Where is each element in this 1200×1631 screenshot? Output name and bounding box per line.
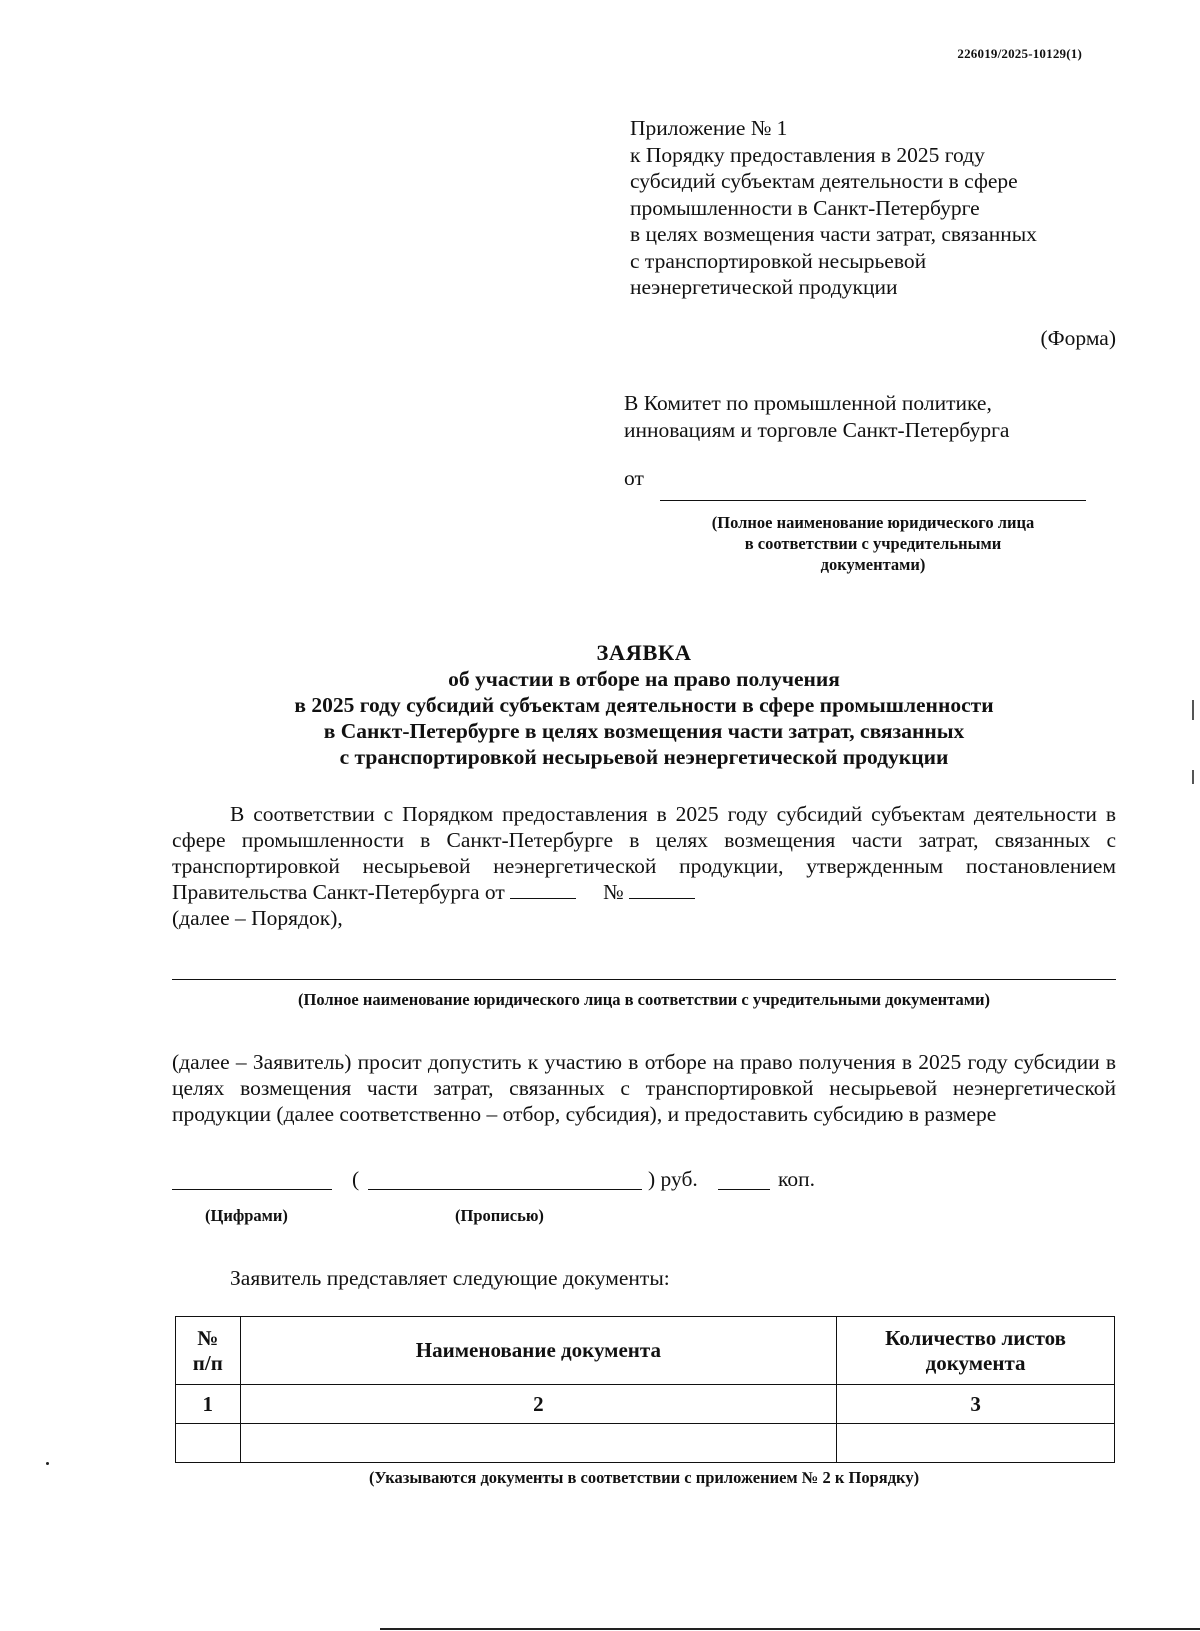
number-fill-line[interactable] <box>629 880 695 899</box>
header-number-line-2: п/п <box>192 1350 223 1375</box>
amount-row <box>172 1167 1116 1197</box>
appendix-line: промышленности в Санкт-Петербурге <box>630 195 980 220</box>
date-fill-line[interactable] <box>510 880 576 899</box>
from-hint-line: в соответствии с учредительными <box>744 534 1002 553</box>
header-count-line-1: Количество листов <box>885 1325 1067 1350</box>
column-number-cell: 3 <box>837 1385 1115 1424</box>
header-sheet-count <box>837 1317 1115 1385</box>
amount-kop-label: коп. <box>778 1167 815 1191</box>
appendix-line: в целях возмещения части затрат, связанных <box>630 222 1037 246</box>
digits-caption: (Цифрами) <box>205 1206 288 1225</box>
scan-speck <box>46 1462 49 1465</box>
addressee-line-1: В Комитет по промышленной политике, <box>624 391 992 415</box>
title-line: в Санкт-Петербурге в целях возмещения части затрат, связанных <box>323 719 965 743</box>
from-hint-line: документами) <box>820 555 926 574</box>
docs-intro: Заявитель представляет следующие документы: <box>230 1266 670 1290</box>
amount-rub-label: ) руб. <box>648 1167 698 1191</box>
words-caption: (Прописью) <box>455 1206 544 1225</box>
from-label: от <box>624 466 644 490</box>
form-label: (Форма) <box>1040 326 1116 350</box>
from-fill-line[interactable] <box>660 500 1086 501</box>
empty-cell[interactable] <box>837 1424 1115 1463</box>
appendix-line: неэнергетической продукции <box>630 275 898 299</box>
paragraph-1 <box>172 801 1116 931</box>
table-header-row <box>176 1317 1115 1385</box>
from-hint-line: (Полное наименование юридического лица <box>711 513 1035 532</box>
empty-cell[interactable] <box>240 1424 837 1463</box>
table-row <box>176 1424 1115 1463</box>
paragraph-1-tail: (далее – Порядок), <box>172 906 343 930</box>
title-main: ЗАЯВКА <box>596 640 692 665</box>
scan-edge-mark <box>1192 700 1194 720</box>
amount-kop-line[interactable] <box>718 1189 770 1190</box>
applicant-hint: (Полное наименование юридического лица в соответствии с учредительными документами) <box>298 990 990 1009</box>
header-count-line-2: документа <box>925 1350 1026 1375</box>
appendix-line: с транспортировкой несырьевой <box>630 248 927 273</box>
appendix-line: субсидий субъектам деятельности в сфере <box>630 169 1018 193</box>
documents-table <box>175 1316 1115 1463</box>
column-number-cell: 2 <box>240 1385 837 1424</box>
document-title <box>0 640 1200 770</box>
document-id: 226019/2025-10129(1) <box>957 46 1082 61</box>
table-row <box>176 1385 1115 1424</box>
table-note: (Указываются документы в соответствии с приложением № 2 к Порядку) <box>368 1468 920 1487</box>
amount-open-paren: ( <box>352 1167 360 1191</box>
header-number <box>176 1317 241 1385</box>
header-number-line-1: № <box>197 1325 219 1350</box>
empty-cell[interactable] <box>176 1424 241 1463</box>
paragraph-2: (далее – Заявитель) просит допустить к участию в отборе на право получения в 2025 году субсидии в целях возмещения части затрат, связанных с транспортировкой несырьевой неэнергетической продукции (далее соответственно – отбор, субсидия), и предоставить субсидию в размере <box>172 1050 1116 1126</box>
from-hint <box>660 512 1086 575</box>
appendix-block <box>630 115 1110 301</box>
amount-words-line[interactable] <box>368 1189 642 1190</box>
paragraph-1-text: В соответствии с Порядком предоставления в 2025 году субсидий субъектам деятельности в сфере промышленности в Санкт-Петербурге в целях возмещения части затрат, связанных с транспортировкой несырьевой неэнергетической продукции, утвержденным постановлением Правительства Санкт-Петербурга от <box>172 802 1116 904</box>
title-line: в 2025 году субсидий субъектам деятельности в сфере промышленности <box>294 693 994 717</box>
addressee-line-2: инновациям и торговле Санкт-Петербурга <box>624 417 1010 442</box>
title-line: об участии в отборе на право получения <box>448 667 840 691</box>
scan-bottom-edge <box>380 1628 1200 1630</box>
number-sign: № <box>603 880 624 904</box>
applicant-fill-line[interactable] <box>172 979 1116 980</box>
addressee-block <box>624 390 1009 443</box>
column-number-cell: 1 <box>176 1385 241 1424</box>
scan-edge-mark <box>1192 770 1194 784</box>
appendix-line: Приложение № 1 <box>630 116 788 140</box>
header-doc-name: Наименование документа <box>240 1317 837 1385</box>
title-line: с транспортировкой несырьевой неэнергетической продукции <box>339 745 949 769</box>
amount-digits-line[interactable] <box>172 1189 332 1190</box>
appendix-line: к Порядку предоставления в 2025 году <box>630 142 985 167</box>
